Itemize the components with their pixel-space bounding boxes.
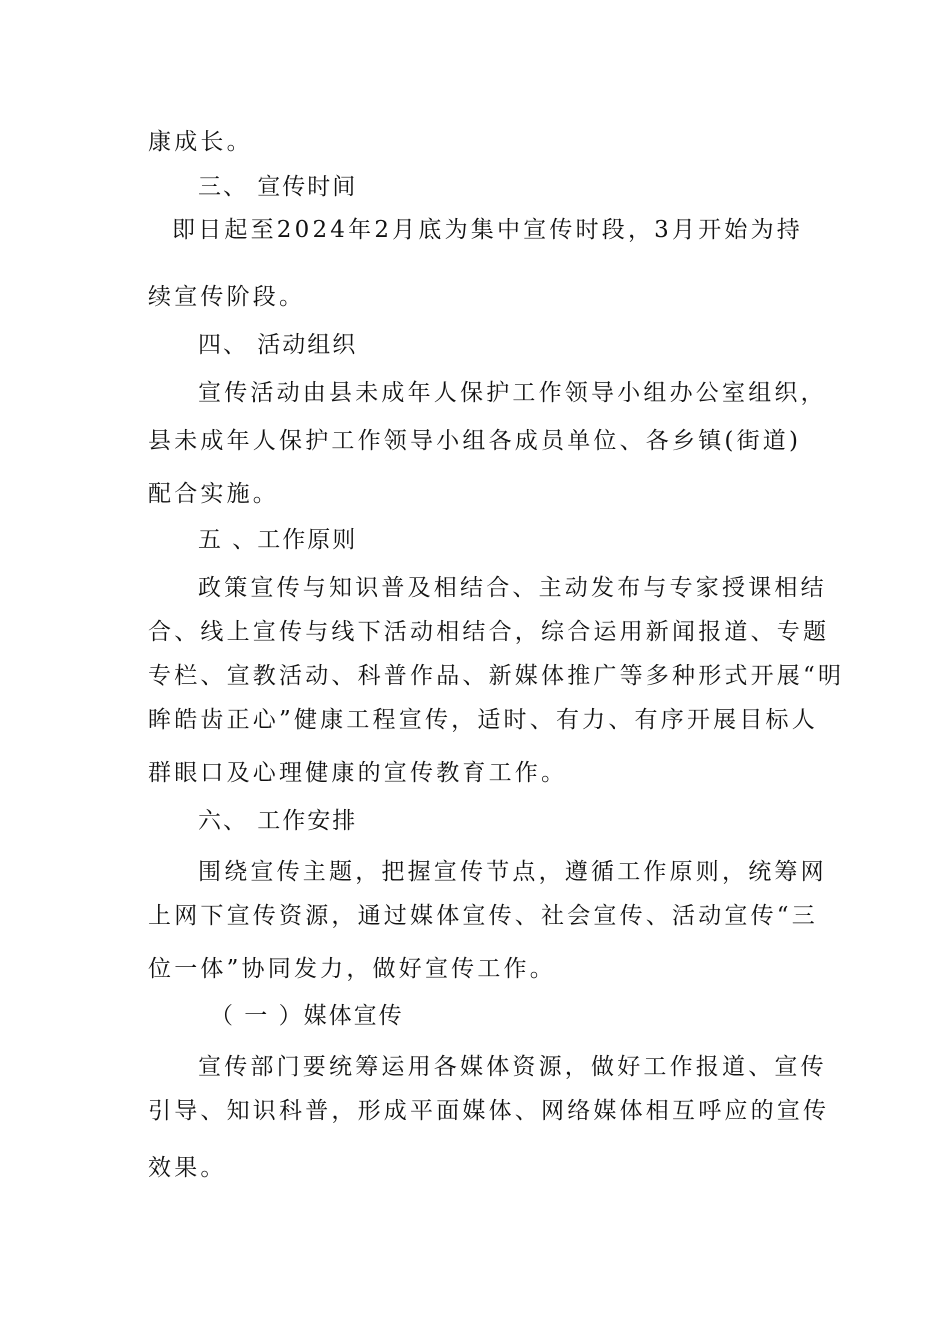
paragraph-line: 县未成年人保护工作领导小组各成员单位、各乡镇(街道)	[148, 428, 802, 454]
paragraph-line: 围绕宣传主题，把握宣传节点，遵循工作原则，统筹网	[198, 859, 827, 885]
paragraph-line: 专栏、宣教活动、科普作品、新媒体推广等多种形式开展“明	[148, 663, 845, 689]
paragraph-line: 合、线上宣传与线下活动相结合，综合运用新闻报道、专题	[148, 619, 830, 645]
section-heading-6: 六、 工作安排	[198, 808, 358, 834]
paragraph-line: 政策宣传与知识普及相结合、主动发布与专家授课相结	[198, 575, 827, 601]
paragraph-line: 眸皓齿正心”健康工程宣传，适时、有力、有序开展目标人	[148, 707, 818, 733]
paragraph-line: 上网下宣传资源，通过媒体宣传、社会宣传、活动宣传“三	[148, 903, 818, 929]
paragraph-line: 群眼口及心理健康的宣传教育工作。	[148, 760, 568, 786]
paragraph-line: 宣传活动由县未成年人保护工作领导小组办公室组织，	[198, 380, 827, 406]
section-heading-4: 四、 活动组织	[198, 332, 358, 358]
paragraph-line: 效果。	[148, 1155, 227, 1181]
subsection-heading: （ 一 ）媒体宣传	[210, 1003, 404, 1029]
paragraph-line: 宣传部门要统筹运用各媒体资源，做好工作报道、宣传	[198, 1054, 827, 1080]
paragraph-line: 配合实施。	[148, 481, 279, 507]
section-heading-5: 五 、工作原则	[198, 527, 358, 553]
paragraph-line: 即日起至2024年2月底为集中宣传时段，3月开始为持	[172, 217, 803, 243]
paragraph-continuation: 康成长。	[148, 129, 253, 155]
section-heading-3: 三、 宣传时间	[198, 174, 358, 200]
paragraph-line: 位一体”协同发力，做好宣传工作。	[148, 956, 556, 982]
paragraph-line: 续宣传阶段。	[148, 284, 306, 310]
paragraph-line: 引导、知识科普，形成平面媒体、网络媒体相互呼应的宣传	[148, 1098, 830, 1124]
